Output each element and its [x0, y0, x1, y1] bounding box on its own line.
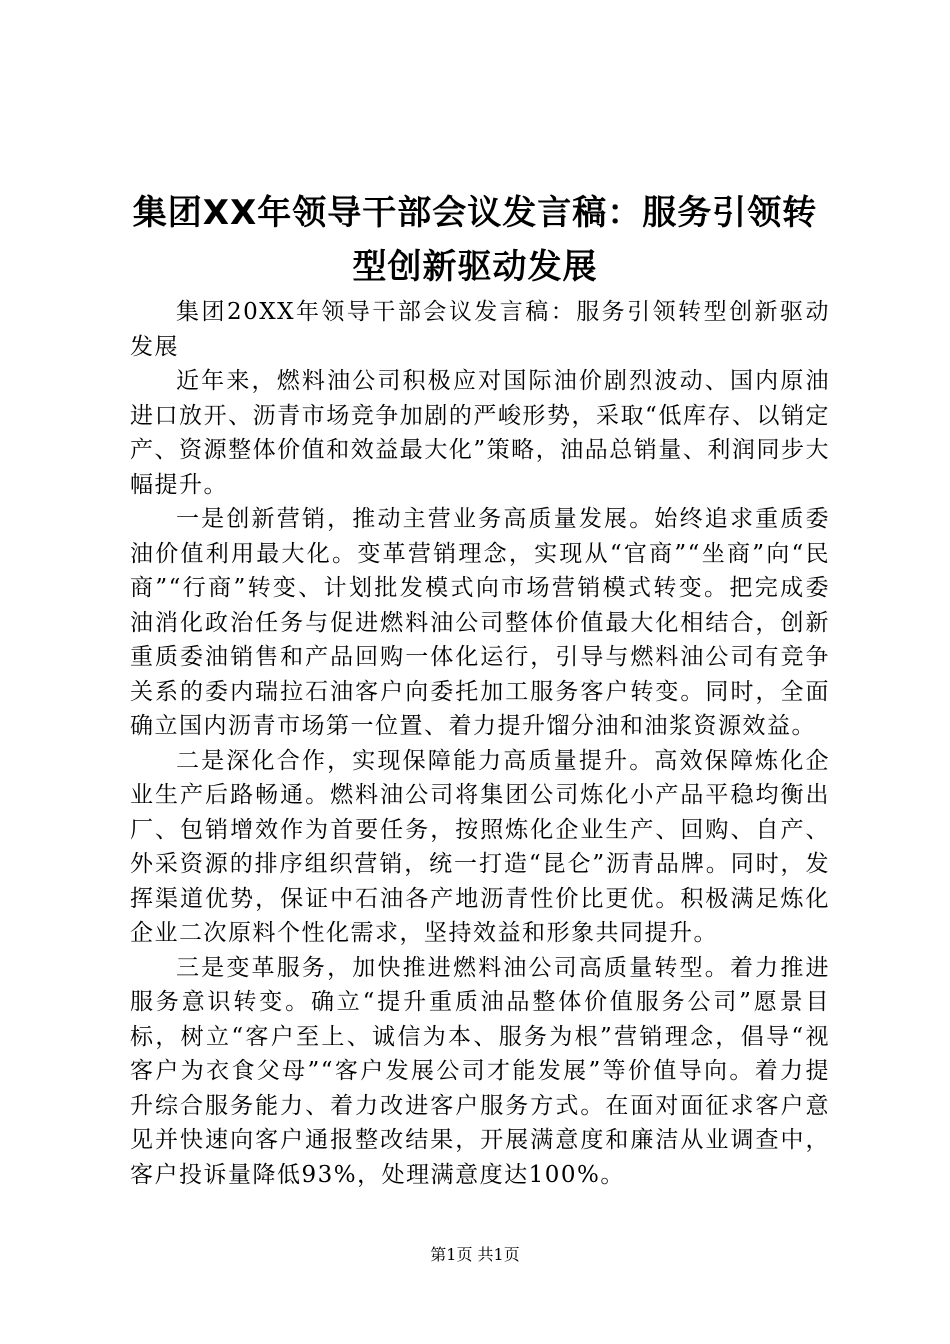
page-footer: 第1页 共1页 [430, 1245, 520, 1264]
document-title [120, 186, 830, 294]
paragraph-point-two: 二是深化合作，实现保障能力高质量提升。高效保障炼化企业生产后路畅通。燃料油公司将集团公司炼化小产品平稳均衡出厂、包销增效作为首要任务，按照炼化企业生产、回购、自产、外采资源的排序组织营销，统一打造“昆仑”沥青品牌。同时，发挥渠道优势，保证中石油各产地沥青性价比更优。积极满足炼化企业二次原料个性化需求，坚持效益和形象共同提升。 [130, 747, 830, 946]
title-line-2: 型创新驱动发展 [352, 247, 598, 287]
title-line-1: 集团XX年领导干部会议发言稿：服务引领转 [132, 193, 818, 233]
document-body [130, 295, 830, 1192]
paragraph-heading: 集团20XX年领导干部会议发言稿：服务引领转型创新驱动发展 [130, 299, 830, 360]
paragraph-intro: 近年来，燃料油公司积极应对国际油价剧烈波动、国内原油进口放开、沥青市场竞争加剧的严峻形势，采取“低库存、以销定产、资源整体价值和效益最大化”策略，油品总销量、利润同步大幅提升。 [130, 368, 830, 498]
paragraph-point-one: 一是创新营销，推动主营业务高质量发展。始终追求重质委油价值利用最大化。变革营销理念，实现从“官商”“坐商”向“民商”“行商”转变、计划批发模式向市场营销模式转变。把完成委油消化政治任务与促进燃料油公司整体价值最大化相结合，创新重质委油销售和产品回购一体化运行，引导与燃料油公司有竞争关系的委内瑞拉石油客户向委托加工服务客户转变。同时，全面确立国内沥青市场第一位置、着力提升馏分油和油浆资源效益。 [130, 506, 830, 739]
paragraph-point-three: 三是变革服务，加快推进燃料油公司高质量转型。着力推进服务意识转变。确立“提升重质油品整体价值服务公司”愿景目标，树立“客户至上、诚信为本、服务为根”营销理念，倡导“视客户为衣食父母”“客户发展公司才能发展”等价值导向。着力提升综合服务能力、着力改进客户服务方式。在面对面征求客户意见并快速向客户通报整改结果，开展满意度和廉洁从业调查中，客户投诉量降低93%，处理满意度达100%。 [130, 954, 830, 1188]
